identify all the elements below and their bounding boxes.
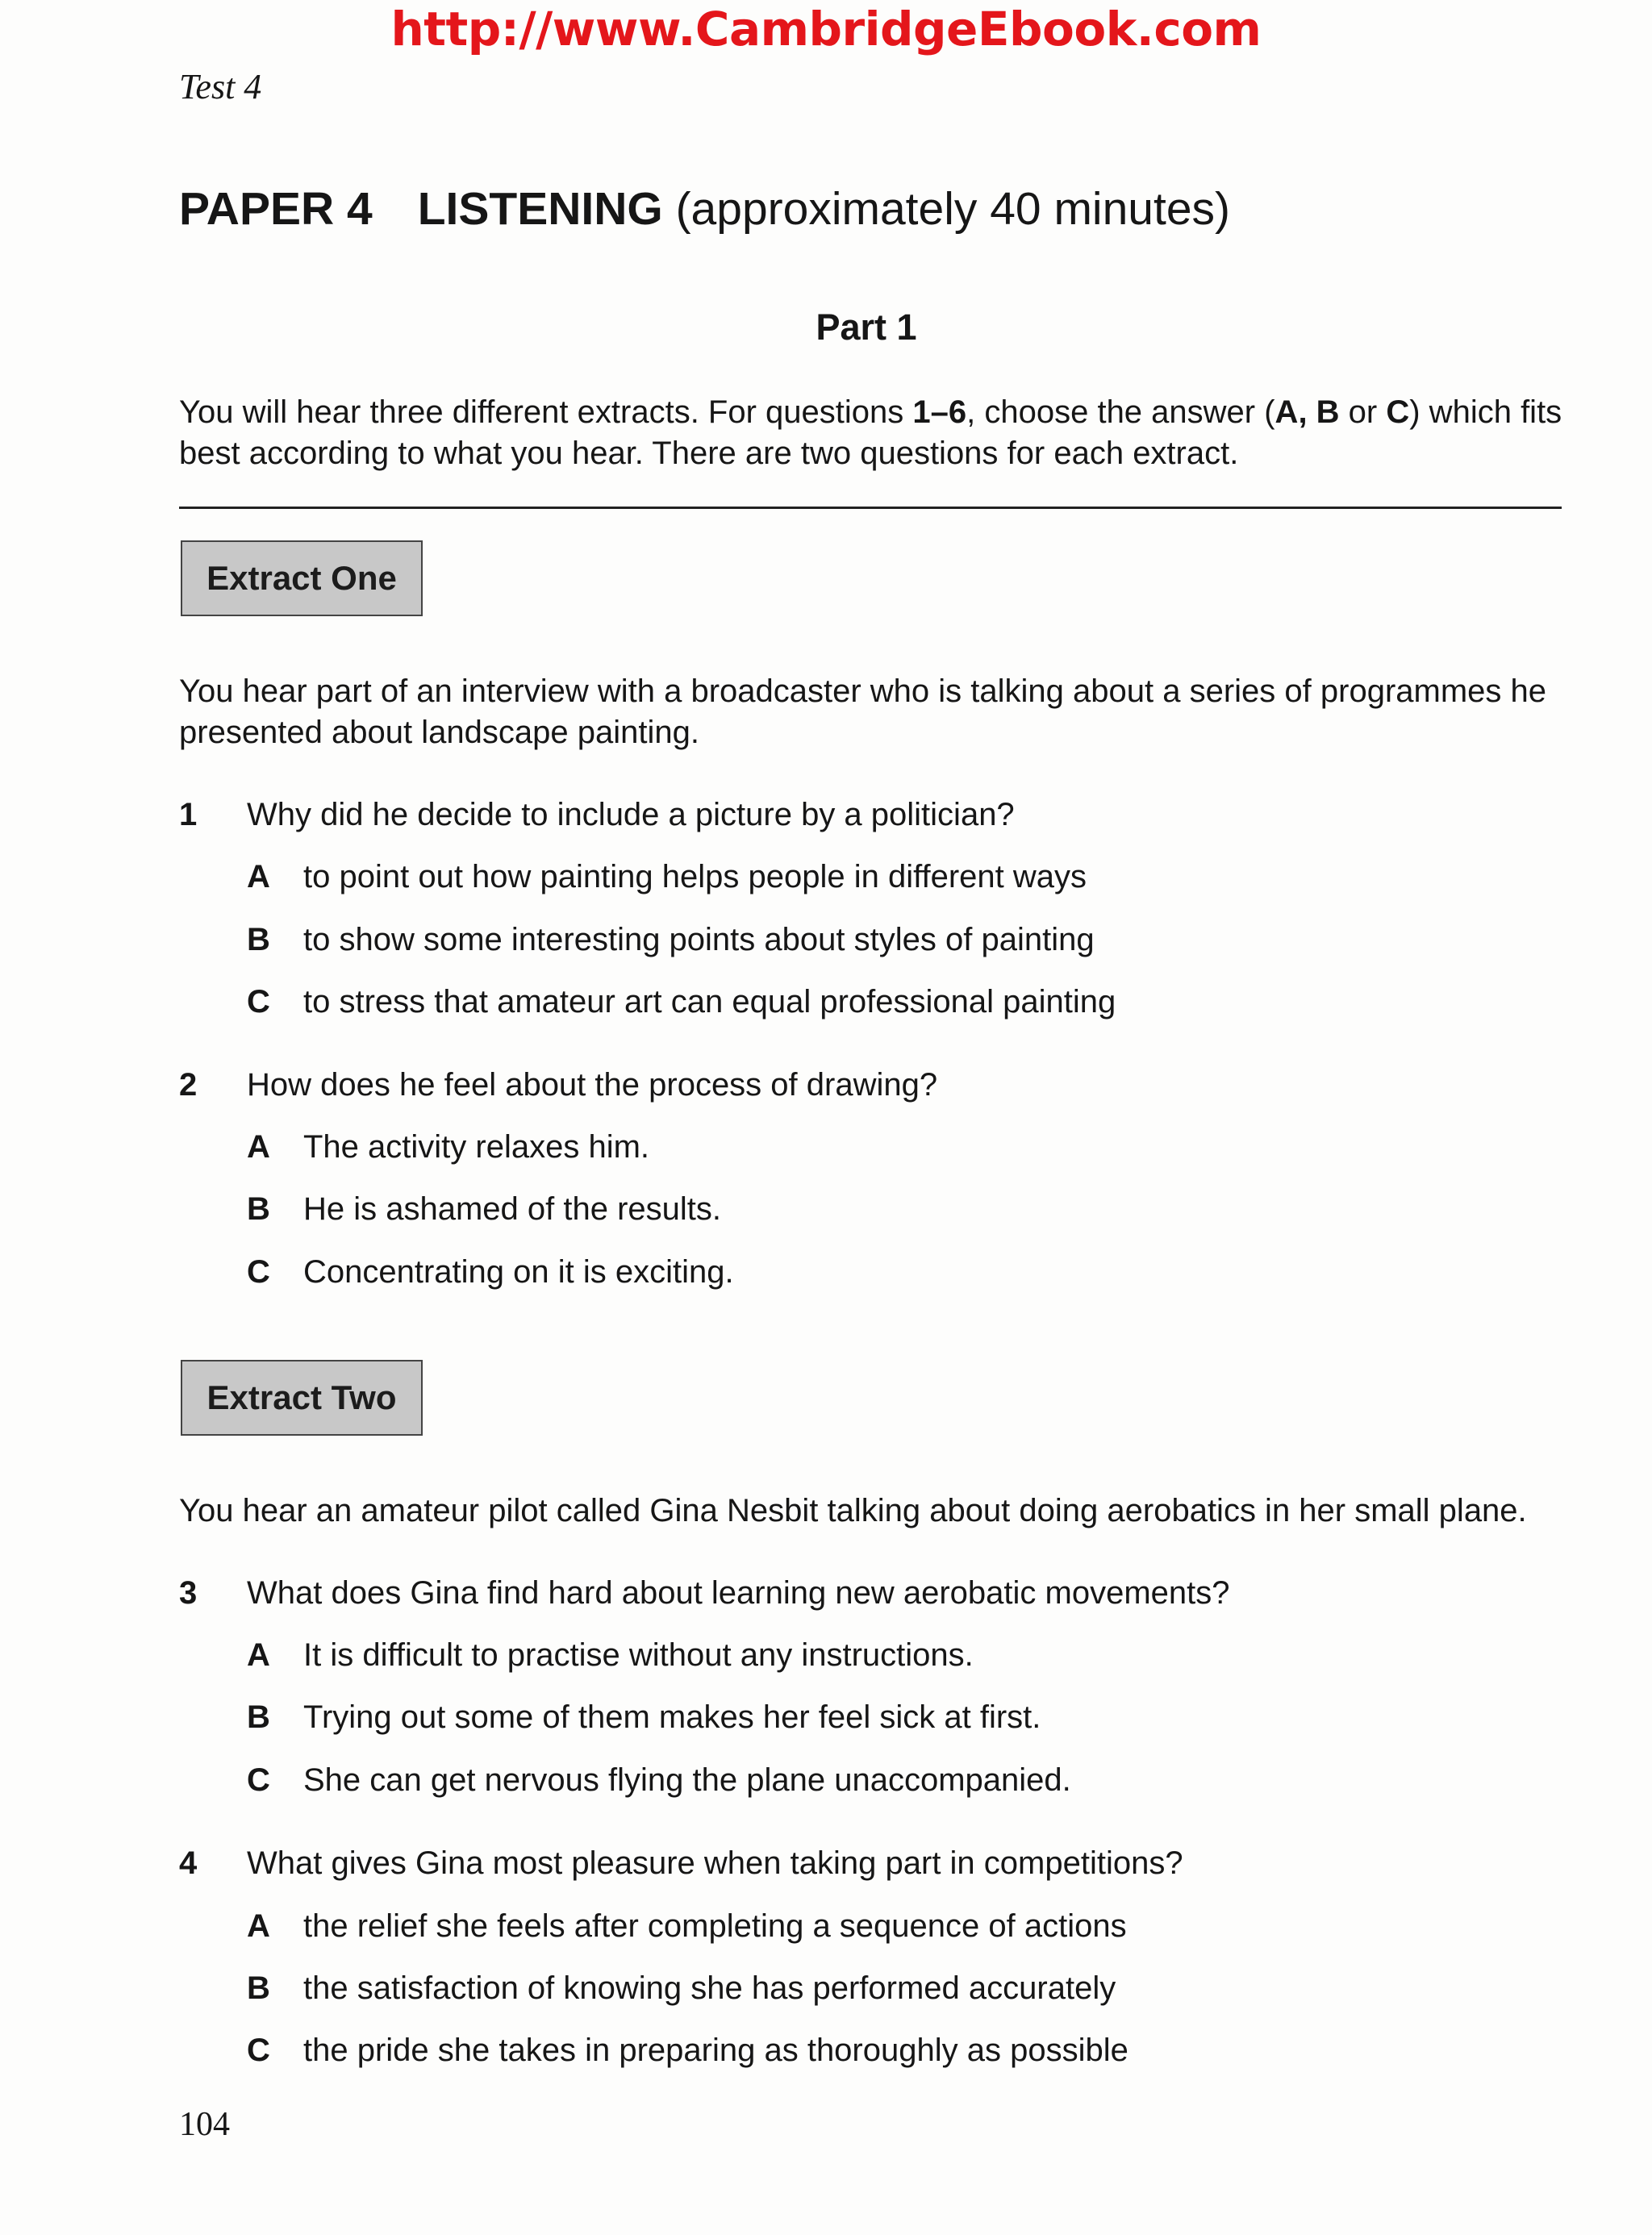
extract-two-intro: You hear an amateur pilot called Gina Nesbit talking about doing aerobatics in her small plane.	[179, 1493, 1527, 1528]
option-letter: B	[247, 922, 270, 957]
question-number: 2	[179, 1067, 198, 1103]
instructions: You will hear three different extracts. For questions 1–6, choose the answer (A, B or C) which fits best according to what you hear. There are two questions for each extract.	[179, 394, 1562, 471]
extract-one-intro: You hear part of an interview with a broadcaster who is talking about a series of programmes he presented about landscape painting.	[179, 673, 1546, 750]
paper-title	[179, 182, 1230, 236]
option-letter: C	[247, 2033, 270, 2068]
option-text: He is ashamed of the results.	[303, 1191, 722, 1227]
option-letter: A	[247, 859, 270, 894]
extract-one-label: Extract One	[181, 540, 423, 616]
option-text: to show some interesting points about styles of painting	[303, 922, 1095, 957]
question-text: What gives Gina most pleasure when taking part in competitions?	[247, 1845, 1183, 1881]
option-text: the relief she feels after completing a sequence of actions	[303, 1908, 1127, 1944]
option-letter: C	[247, 1254, 270, 1290]
option-text: the pride she takes in preparing as thoroughly as possible	[303, 2033, 1128, 2068]
extract-two-label: Extract Two	[181, 1360, 423, 1436]
test-label: Test 4	[179, 67, 262, 106]
question-text: What does Gina find hard about learning new aerobatic movements?	[247, 1575, 1230, 1611]
page-number: 104	[179, 2106, 230, 2143]
question-number: 4	[179, 1845, 198, 1881]
paper-duration: (approximately 40 minutes)	[675, 183, 1231, 235]
option-letter: A	[247, 1908, 270, 1944]
option-letter: C	[247, 1762, 270, 1798]
option-letter: B	[247, 1191, 270, 1227]
part-title: Part 1	[816, 306, 917, 348]
paper-name: LISTENING	[417, 183, 663, 235]
watermark-url: http://www.CambridgeEbook.com	[390, 2, 1262, 56]
option-letter: A	[247, 1637, 270, 1673]
question-text: How does he feel about the process of drawing?	[247, 1067, 938, 1103]
option-text: The activity relaxes him.	[303, 1129, 650, 1165]
option-text: It is difficult to practise without any instructions.	[303, 1637, 974, 1673]
question-text: Why did he decide to include a picture by a politician?	[247, 797, 1015, 832]
option-letter: B	[247, 1699, 270, 1735]
option-text: She can get nervous flying the plane unaccompanied.	[303, 1762, 1071, 1798]
option-text: Concentrating on it is exciting.	[303, 1254, 734, 1290]
option-text: to stress that amateur art can equal professional painting	[303, 984, 1116, 1020]
question-number: 1	[179, 797, 198, 832]
option-text: the satisfaction of knowing she has performed accurately	[303, 1970, 1116, 2006]
question-number: 3	[179, 1575, 198, 1611]
option-letter: A	[247, 1129, 270, 1165]
section-divider	[179, 507, 1562, 509]
paper-number: PAPER 4	[179, 183, 373, 235]
option-text: Trying out some of them makes her feel sick at first.	[303, 1699, 1041, 1735]
option-letter: C	[247, 984, 270, 1020]
option-text: to point out how painting helps people in different ways	[303, 859, 1087, 894]
option-letter: B	[247, 1970, 270, 2006]
